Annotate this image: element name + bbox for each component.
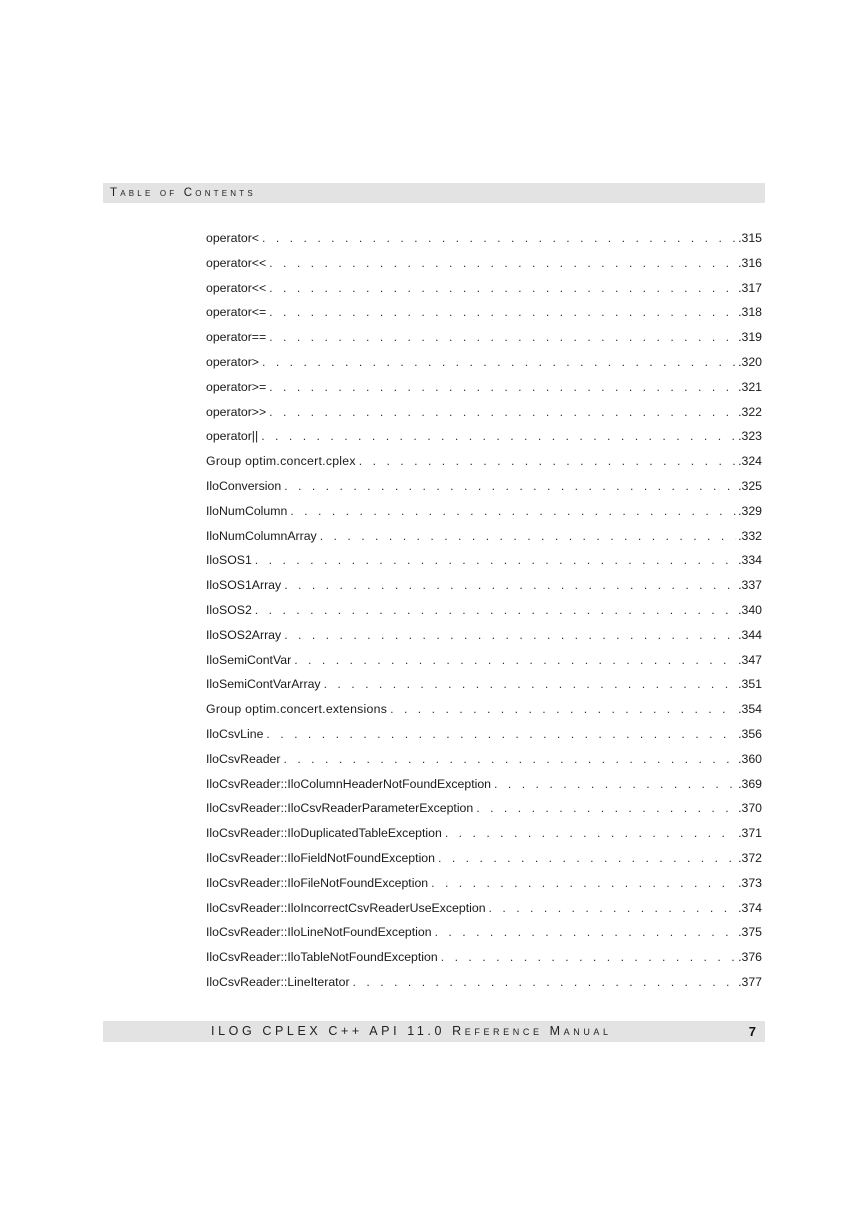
- toc-entry-page: .356: [738, 726, 762, 741]
- toc-entry-label: operator<<: [206, 255, 267, 270]
- toc-entry-label: IloCsvReader::IloIncorrectCsvReaderUseException: [206, 900, 486, 915]
- toc-entry-label: IloCsvReader::IloColumnHeaderNotFoundException: [206, 776, 492, 791]
- toc-dot-leader: [320, 524, 736, 549]
- toc-entry[interactable]: [206, 375, 762, 400]
- toc-dot-leader: [294, 648, 736, 673]
- toc-entry[interactable]: [206, 896, 762, 921]
- toc-dot-leader: [262, 226, 736, 251]
- toc-entry[interactable]: [206, 276, 762, 301]
- toc-entry[interactable]: [206, 226, 762, 251]
- toc-entry-page: .319: [738, 330, 762, 345]
- header-bar: [103, 183, 765, 203]
- toc-entry[interactable]: [206, 672, 762, 697]
- toc-entry-page: .360: [738, 751, 762, 766]
- toc-entry-label: IloSOS2: [206, 602, 252, 617]
- footer-title: ILOG CPLEX C++ API 11.0 Reference Manual: [211, 1024, 612, 1038]
- toc-entry-label: Group optim.concert.extensions: [206, 702, 388, 717]
- toc-dot-leader: [431, 871, 736, 896]
- toc-dot-leader: [262, 350, 736, 375]
- toc-entry-label: IloCsvReader::IloLineNotFoundException: [206, 925, 432, 940]
- toc-entry-label: operator>: [206, 354, 259, 369]
- toc-entry-label: IloSOS1: [206, 553, 252, 568]
- toc-entry-page: .321: [738, 379, 762, 394]
- toc-entry-label: IloCsvReader::IloCsvReaderParameterException: [206, 801, 474, 816]
- toc-entry-page: .316: [738, 255, 762, 270]
- toc-entry-label: IloSemiContVarArray: [206, 677, 321, 692]
- toc-entry-label: IloSOS2Array: [206, 627, 282, 642]
- toc-entry[interactable]: [206, 548, 762, 573]
- toc-entry[interactable]: [206, 796, 762, 821]
- toc-entry-label: IloSOS1Array: [206, 578, 282, 593]
- toc-entry-label: Group optim.concert.cplex: [206, 454, 356, 469]
- toc-entry-label: IloCsvReader::IloFileNotFoundException: [206, 875, 429, 890]
- toc-entry-page: .370: [738, 801, 762, 816]
- toc-entry-page: .344: [738, 627, 762, 642]
- toc-entry[interactable]: [206, 524, 762, 549]
- toc-dot-leader: [284, 474, 736, 499]
- toc-entry-page: .337: [738, 578, 762, 593]
- toc-entry[interactable]: [206, 449, 762, 474]
- toc-entry[interactable]: [206, 474, 762, 499]
- toc-entry-page: .351: [738, 677, 762, 692]
- toc-entry[interactable]: [206, 648, 762, 673]
- toc-entry-page: .332: [738, 528, 762, 543]
- toc-entry-page: .354: [738, 702, 762, 717]
- toc-entry-label: IloCsvReader::IloFieldNotFoundException: [206, 850, 435, 865]
- toc-dot-leader: [438, 846, 736, 871]
- toc-entry-page: .320: [738, 354, 762, 369]
- toc-entry-page: .347: [738, 652, 762, 667]
- toc-entry-page: .377: [738, 974, 762, 989]
- toc-entry[interactable]: [206, 598, 762, 623]
- toc-dot-leader: [269, 325, 736, 350]
- toc-entry-page: .375: [738, 925, 762, 940]
- toc-dot-leader: [261, 424, 736, 449]
- toc-dot-leader: [255, 548, 736, 573]
- page-header-title: Table of Contents: [110, 187, 256, 199]
- toc-entry[interactable]: [206, 623, 762, 648]
- toc-entry[interactable]: [206, 300, 762, 325]
- toc-dot-leader: [290, 499, 736, 524]
- toc-entry-page: .373: [738, 875, 762, 890]
- toc-entry-label: operator||: [206, 429, 259, 444]
- toc-dot-leader: [435, 920, 736, 945]
- toc-entry[interactable]: [206, 846, 762, 871]
- toc-entry[interactable]: [206, 920, 762, 945]
- toc-entry-page: .371: [738, 826, 762, 841]
- toc-dot-leader: [359, 449, 736, 474]
- toc-entry[interactable]: [206, 325, 762, 350]
- toc-entry-page: .322: [738, 404, 762, 419]
- toc-entry-label: IloConversion: [206, 478, 282, 493]
- toc-entry-page: .317: [738, 280, 762, 295]
- toc-entry-page: .374: [738, 900, 762, 915]
- toc-entry[interactable]: [206, 871, 762, 896]
- toc-dot-leader: [269, 375, 736, 400]
- toc-dot-leader: [266, 722, 736, 747]
- toc-entry-label: operator<<: [206, 280, 267, 295]
- toc-entry[interactable]: [206, 821, 762, 846]
- toc-entry-page: .372: [738, 850, 762, 865]
- toc-entry[interactable]: [206, 424, 762, 449]
- toc-entry-page: .340: [738, 602, 762, 617]
- toc-entry-label: operator==: [206, 330, 267, 345]
- toc-dot-leader: [353, 970, 737, 995]
- toc-dot-leader: [494, 772, 736, 797]
- toc-entry[interactable]: [206, 697, 762, 722]
- toc-dot-leader: [441, 945, 736, 970]
- toc-entry-page: .315: [738, 231, 762, 245]
- footer-bar: [103, 1021, 765, 1042]
- toc-entry-label: operator<: [206, 231, 259, 245]
- toc-entry[interactable]: [206, 772, 762, 797]
- toc-dot-leader: [284, 747, 737, 772]
- toc-entry-label: IloNumColumnArray: [206, 528, 317, 543]
- toc-entry-page: .318: [738, 305, 762, 320]
- toc-dot-leader: [489, 896, 737, 921]
- toc-dot-leader: [476, 796, 736, 821]
- toc-dot-leader: [445, 821, 736, 846]
- toc-entry-page: .323: [738, 429, 762, 444]
- toc-entry[interactable]: [206, 573, 762, 598]
- toc-entry-label: IloCsvLine: [206, 726, 264, 741]
- toc-entry-label: IloCsvReader::IloTableNotFoundException: [206, 950, 438, 965]
- toc-entry-label: operator>>: [206, 404, 267, 419]
- toc-entry-label: IloCsvReader::IloDuplicatedTableException: [206, 826, 442, 841]
- toc-dot-leader: [284, 573, 736, 598]
- toc-entry[interactable]: [206, 945, 762, 970]
- toc-entry-label: operator<=: [206, 305, 267, 320]
- toc-entry-label: IloCsvReader: [206, 751, 281, 766]
- toc-dot-leader: [284, 623, 736, 648]
- toc-entry[interactable]: [206, 350, 762, 375]
- toc-entry[interactable]: [206, 747, 762, 772]
- toc-entry[interactable]: [206, 970, 762, 995]
- table-of-contents: [206, 226, 762, 995]
- toc-dot-leader: [255, 598, 736, 623]
- toc-entry-page: .325: [738, 478, 762, 493]
- page-number: 7: [748, 1024, 756, 1039]
- toc-dot-leader: [269, 400, 736, 425]
- toc-entry[interactable]: [206, 251, 762, 276]
- toc-entry[interactable]: [206, 722, 762, 747]
- toc-entry-label: operator>=: [206, 379, 267, 394]
- toc-entry[interactable]: [206, 499, 762, 524]
- toc-dot-leader: [269, 276, 736, 301]
- toc-entry-page: .329: [738, 503, 762, 518]
- toc-entry-page: .376: [738, 950, 762, 965]
- toc-dot-leader: [269, 300, 736, 325]
- toc-entry-label: IloSemiContVar: [206, 652, 292, 667]
- toc-entry-page: .334: [738, 553, 762, 568]
- toc-entry-label: IloNumColumn: [206, 503, 288, 518]
- toc-dot-leader: [324, 672, 736, 697]
- toc-entry-page: .369: [738, 776, 762, 791]
- toc-entry[interactable]: [206, 400, 762, 425]
- toc-entry-label: IloCsvReader::LineIterator: [206, 974, 350, 989]
- toc-dot-leader: [269, 251, 736, 276]
- toc-dot-leader: [390, 697, 736, 722]
- toc-entry-page: .324: [738, 454, 762, 469]
